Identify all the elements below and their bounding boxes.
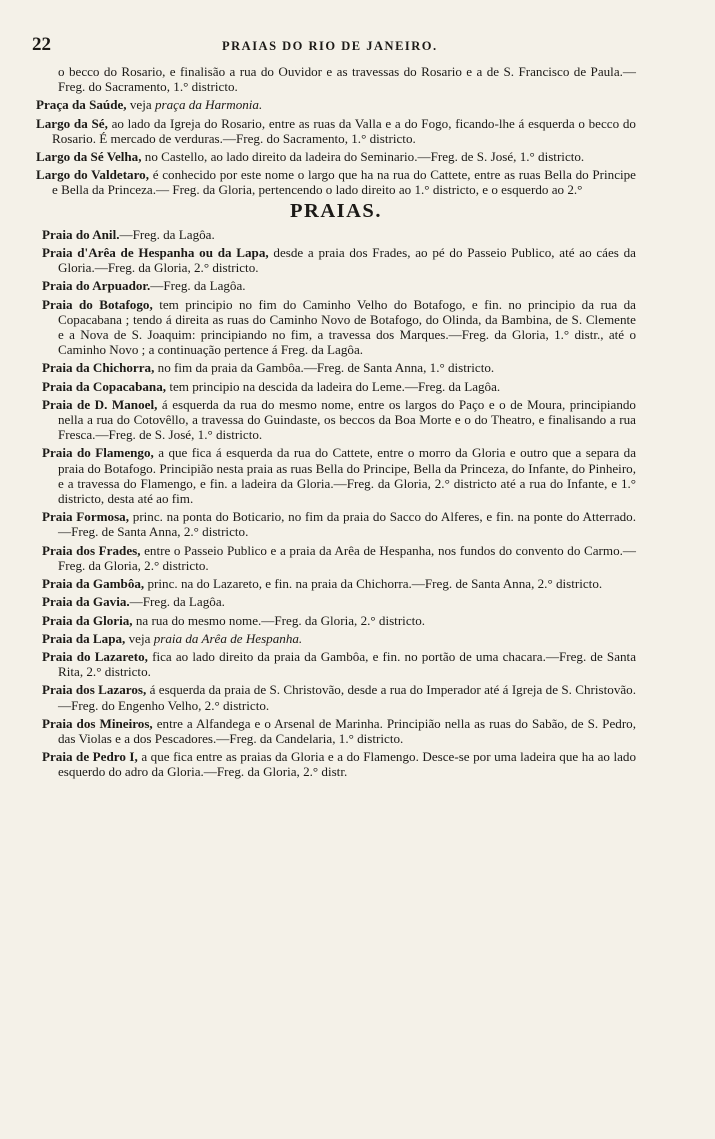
list-item: Praia do Arpuador.—Freg. da Lagôa. — [42, 278, 246, 294]
list-item: Praia da Lapa, veja praia da Arêa de Hespanha. — [42, 630, 303, 646]
list-item: Largo do Valdetaro, é conhecido por este nome o largo que ha na rua do Cattete, entre as ruas Bella do Principe e Bella da Princeza.— Freg. da Gloria, pertencendo o lado direito ao 1.° districto, e o esquerdo ao 2.° — [36, 167, 636, 198]
list-item: Praia da Copacabana, tem principio na descida da ladeira do Leme.—Freg. da Lagôa. — [42, 378, 501, 394]
list-item: Praia Formosa, princ. na ponta do Boticario, no fim da praia do Sacco do Alferes, e fin. na ponte do Atterrado.—Freg. de Santa Anna, 2.° districto. — [42, 509, 637, 540]
list-item: Praia de Pedro I, a que fica entre as praias da Gloria e a do Flamengo. Desce-se por uma ladeira que ha ao lado esquerdo do adro da Gloria.—Freg. da Gloria, 2.° distr. — [42, 749, 637, 780]
list-item: Largo da Sé, ao lado da Igreja do Rosario, entre as ruas da Valla e a do Fogo, ficando-lhe á esquerda o becco do Rosario. É mercado de verduras.—Freg. do Sacramento, 1.° districto. — [36, 115, 636, 146]
list-item: Praia da Gavia.—Freg. da Lagôa. — [42, 594, 225, 610]
list-item: Praia do Botafogo, tem principio no fim do Caminho Velho do Botafogo, e fin. no principio da rua da Copacabana ; tendo á direita as ruas do Caminho Novo de Botafogo, do Olinda, da Bambina, de S. Clemente e a Nova de S. Joaquim: principiando no fim, a travessa dos Marques.—Freg. da Gloria, 1.° distr., até o Caminho Novo ; a continuação pertence á Freg. da Lagôa. — [42, 296, 636, 358]
list-item: Praça da Saúde, veja praça da Harmonia. — [36, 97, 263, 113]
continuation-paragraph: o becco do Rosario, e finalisão a rua do Ouvidor e as travessas do Rosario e a de S. Francisco de Paula.—Freg. do Sacramento, 1.° districto. — [58, 64, 636, 95]
page-header — [32, 34, 632, 58]
list-item: Praia dos Lazaros, á esquerda da praia de S. Christovão, desde a rua do Imperador até á Igreja de S. Christovão.—Freg. do Engenho Velho, 2.° districto. — [42, 682, 636, 713]
list-item: Praia da Gloria, na rua do mesmo nome.—Freg. da Gloria, 2.° districto. — [42, 612, 426, 628]
list-item: Praia do Anil.—Freg. da Lagôa. — [42, 226, 215, 242]
list-item: Praia do Lazareto, fica ao lado direito da praia da Gambôa, e fin. no portão de uma chacara.—Freg. de Santa Rita, 2.° districto. — [42, 648, 637, 680]
running-title: PRAIAS DO RIO DE JANEIRO. — [222, 39, 438, 53]
list-item: Praia dos Frades, entre o Passeio Publico e a praia da Arêa de Hespanha, nos fundos do convento do Carmo.—Freg. da Gloria, 2.° districto. — [42, 542, 636, 573]
list-item: Praia dos Mineiros, entre a Alfandega e o Arsenal de Marinha. Principião nella as ruas do Sabão, de S. Pedro, das Violas e a dos Pescadores.—Freg. da Candelaria, 1.° districto. — [42, 715, 636, 746]
list-item: Praia do Flamengo, a que fica á esquerda da rua do Cattete, entre o morro da Gloria e outro que a separa da praia do Botafogo. Principião nesta praia as ruas Bella do Principe, Bella da Princeza, do Infante, do Pinheiro, e a travessa do Flamengo, e fin. a ladeira da Gloria.—Freg. da Gloria, 2.° districto até a rua do Infante, e 1.° districto, desta até ao fim. — [42, 445, 637, 507]
list-item: Praia da Chichorra, no fim da praia da Gambôa.—Freg. de Santa Anna, 1.° districto. — [42, 360, 495, 376]
page-body — [36, 64, 636, 783]
list-item: Praia d'Arêa de Hespanha ou da Lapa, desde a praia dos Frades, ao pé do Passeio Publico, até ao cáes da Gloria.—Freg. da Gloria, 2.° districto. — [42, 245, 636, 276]
list-item: Largo da Sé Velha, no Castello, ao lado direito da ladeira do Seminario.—Freg. de S. José, 1.° districto. — [36, 149, 585, 165]
section-title: PRAIAS. — [290, 199, 382, 222]
list-item: Praia de D. Manoel, á esquerda da rua do mesmo nome, entre os largos do Paço e o de Moura, principiando nella a rua do Cotovêllo, a travessa do Guindaste, os beccos da Boa Morte e o do Theatro, e finalisando a rua Fresca.—Freg. de S. José, 1.° districto. — [42, 396, 636, 443]
list-item: Praia da Gambôa, princ. na do Lazareto, e fin. na praia da Chichorra.—Freg. de Santa Anna, 2.° districto. — [42, 576, 603, 592]
page-number: 22 — [32, 34, 51, 55]
